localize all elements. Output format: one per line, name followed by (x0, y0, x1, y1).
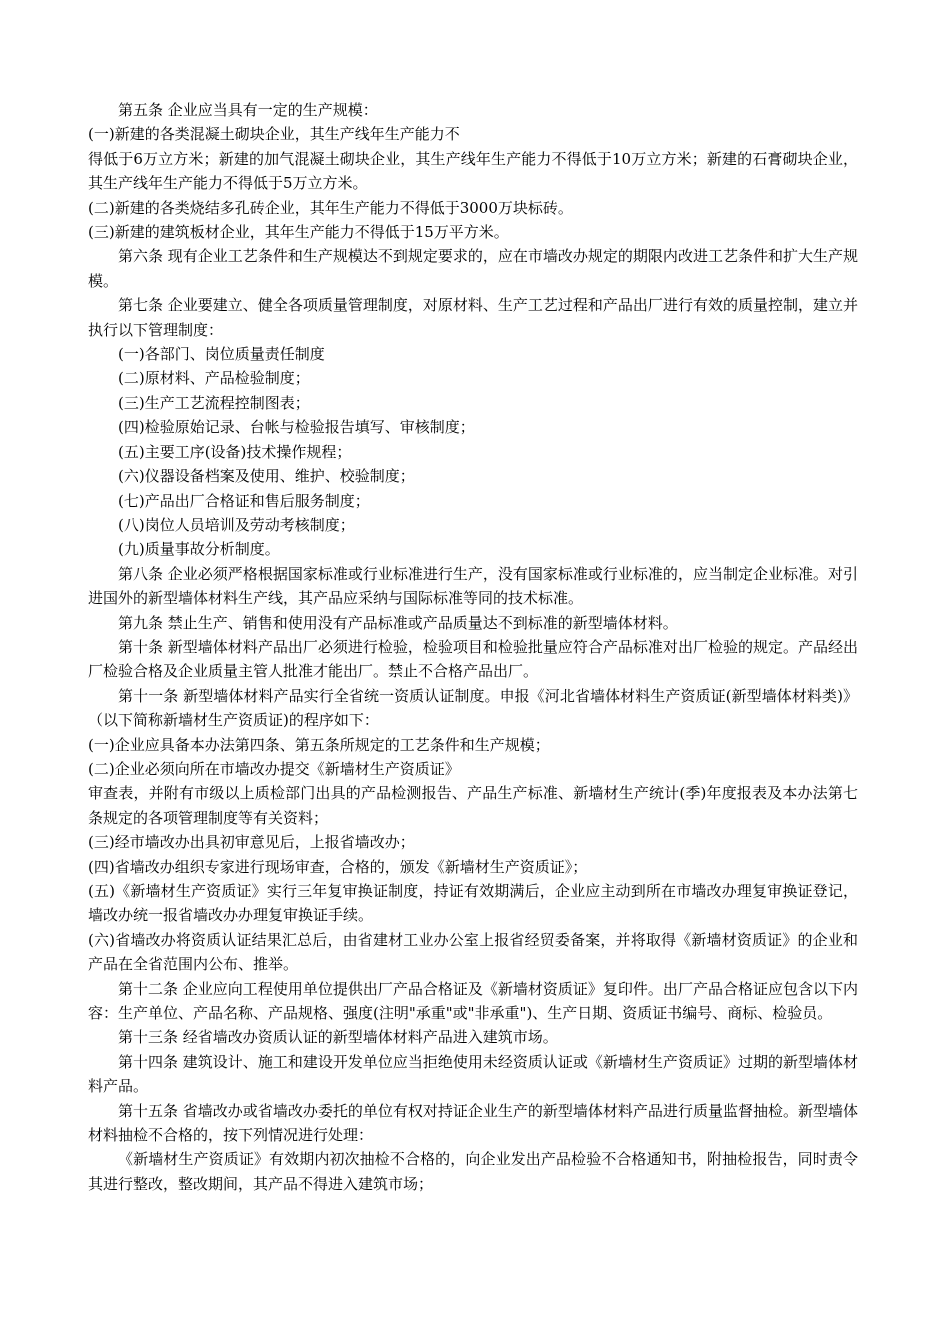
list-item-7-6: (六)仪器设备档案及使用、维护、校验制度； (118, 467, 415, 486)
paragraph-article-12: 第十二条 企业应向工程使用单位提供出厂产品合格证及《新墙材资质证》复印件。出厂产品合格证应包含以下内容：生产单位、产品名称、产品规格、强度(注明"承重"或"非承重")、生产日期、资质证书编号、商标、检验员。 (88, 979, 858, 1023)
paragraph-article-6: 第六条 现有企业工艺条件和生产规模达不到规定要求的，应在市墙改办规定的期限内改进工艺条件和扩大生产规模。 (88, 247, 858, 290)
paragraph-article-15-item: 《新墙材生产资质证》有效期内初次抽检不合格的，向企业发出产品检验不合格通知书，附抽检报告，同时责令其进行整改，整改期间，其产品不得进入建筑市场； (88, 1150, 858, 1193)
paragraph-article-13: 第十三条 经省墙改办资质认证的新型墙体材料产品进入建筑市场。 (118, 1028, 558, 1047)
list-item-7-8: (八)岗位人员培训及劳动考核制度； (118, 515, 355, 534)
document-page (88, 98, 858, 1196)
paragraph-article-10: 第十条 新型墙体材料产品出厂必须进行检验，检验项目和检验批量应符合产品标准对出厂检验的规定。产品经出厂检验合格及企业质量主管人批准才能出厂。禁止不合格产品出厂。 (88, 637, 858, 681)
list-item-11-4: (四)省墙改办组织专家进行现场审查，合格的，颁发《新墙材生产资质证》； (88, 857, 588, 876)
list-item-7-1: (一)各部门、岗位质量责任制度 (118, 345, 325, 364)
list-item-7-4: (四)检验原始记录、台帐与检验报告填写、审核制度； (118, 418, 475, 437)
paragraph-article-7: 第七条 企业要建立、健全各项质量管理制度，对原材料、生产工艺过程和产品出厂进行有效的质量控制，建立并执行以下管理制度： (88, 296, 858, 339)
list-item-11-2-start: (二)企业必须向所在市墙改办提交《新墙材生产资质证》 (88, 759, 460, 778)
list-item-11-6: (六)省墙改办将资质认证结果汇总后，由省建材工业办公室上报省经贸委备案，并将取得《新墙材资质证》的企业和产品在全省范围内公布、推举。 (88, 930, 858, 974)
paragraph-article-5: 第五条 企业应当具有一定的生产规模： (118, 101, 378, 119)
paragraph-article-9: 第九条 禁止生产、销售和使用没有产品标准或产品质量达不到标准的新型墙体材料。 (118, 613, 678, 632)
paragraph-article-15: 第十五条 省墙改办或省墙改办委托的单位有权对持证企业生产的新型墙体材料产品进行质量监督抽检。新型墙体材料抽检不合格的，按下列情况进行处理： (88, 1101, 858, 1145)
list-item-5-2: (二)新建的各类烧结多孔砖企业，其年生产能力不得低于3000万块标砖。 (88, 198, 573, 217)
paragraph-article-14: 第十四条 建筑设计、施工和建设开发单位应当拒绝使用未经资质认证或《新墙材生产资质证》过期的新型墙体材料产品。 (88, 1052, 858, 1096)
list-item-11-1: (一)企业应具备本办法第四条、第五条所规定的工艺条件和生产规模； (88, 735, 550, 754)
list-item-7-2: (二)原材料、产品检验制度； (118, 369, 310, 388)
list-item-11-2-cont: 审查表，并附有市级以上质检部门出具的产品检测报告、产品生产标准、新墙材生产统计(季)年度报表及本办法第七条规定的各项管理制度等有关资料； (88, 784, 858, 827)
list-item-11-5: (五)《新墙材生产资质证》实行三年复审换证制度，持证有效期满后，企业应主动到所在市墙改办理复审换证登记，墙改办统一报省墙改办办理复审换证手续。 (88, 882, 858, 925)
list-item-7-9: (九)质量事故分析制度。 (118, 540, 280, 559)
list-item-5-1-start: (一)新建的各类混凝土砌块企业，其生产线年生产能力不 (88, 125, 460, 144)
list-item-5-1-cont: 得低于6万立方米；新建的加气混凝土砌块企业，其生产线年生产能力不得低于10万立方米；新建的石膏砌块企业，其生产线年生产能力不得低于5万立方米。 (88, 149, 858, 193)
list-item-7-5: (五)主要工序(设备)技术操作规程； (118, 442, 352, 461)
paragraph-article-8: 第八条 企业必须严格根据国家标准或行业标准进行生产，没有国家标准或行业标准的，应当制定企业标准。对引进国外的新型墙体材料生产线，其产品应采纳与国际标准等同的技术标准。 (88, 564, 858, 608)
paragraph-article-11: 第十一条 新型墙体材料产品实行全省统一资质认证制度。申报《河北省墙体材料生产资质证(新型墙体材料类)》（以下简称新墙材生产资质证)的程序如下： (88, 686, 858, 730)
list-item-11-3: (三)经市墙改办出具初审意见后，上报省墙改办； (88, 833, 415, 852)
list-item-5-3: (三)新建的建筑板材企业，其年生产能力不得低于15万平方米。 (88, 223, 509, 242)
list-item-7-7: (七)产品出厂合格证和售后服务制度； (118, 491, 370, 510)
list-item-7-3: (三)生产工艺流程控制图表； (118, 393, 310, 412)
